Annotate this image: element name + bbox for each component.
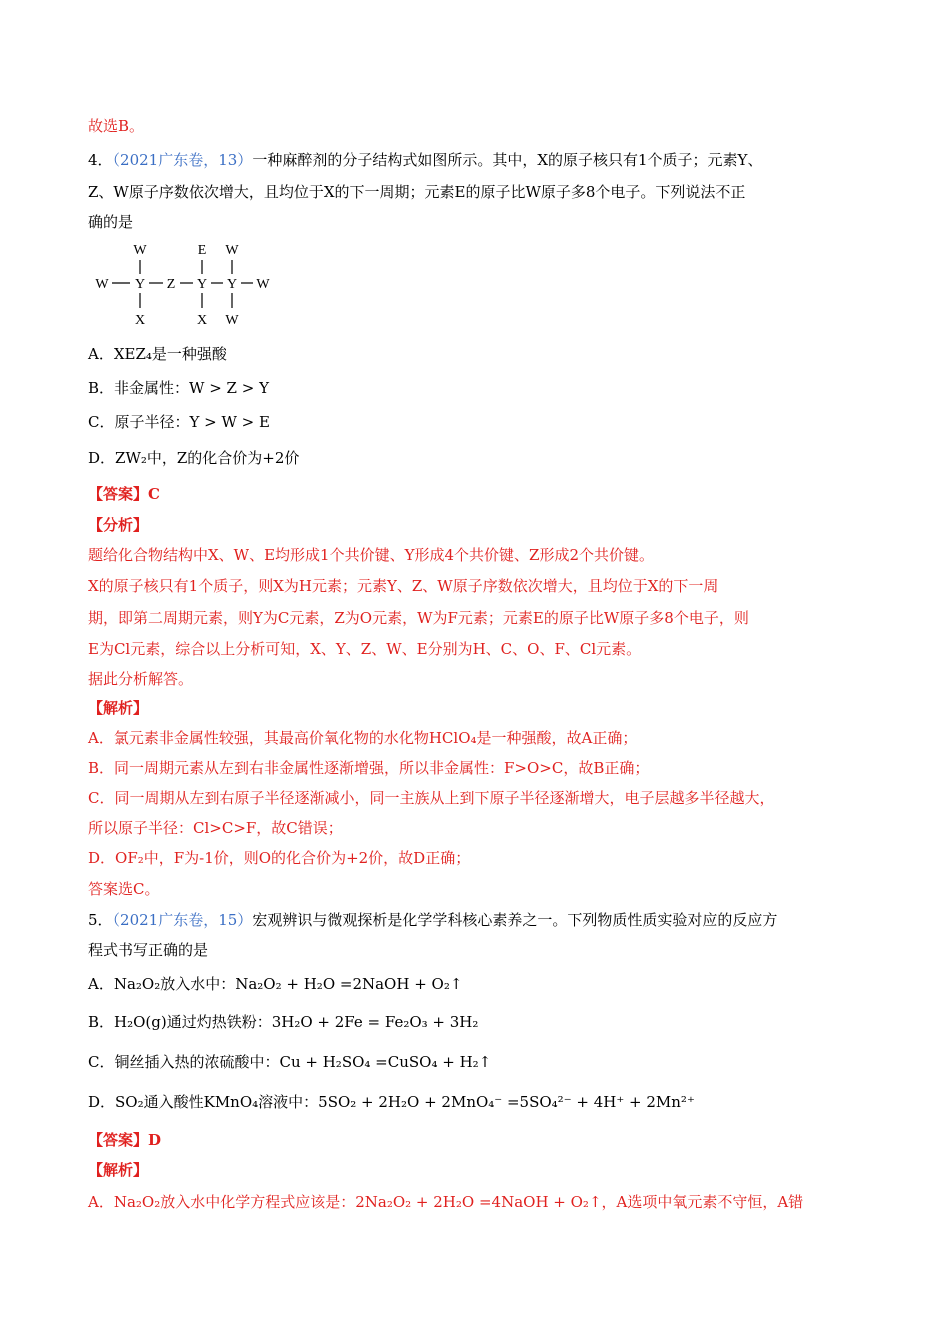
atom-e-top: E — [197, 243, 207, 258]
atom-z: Z — [166, 277, 176, 292]
q4-final-answer: 答案选C。 — [88, 880, 160, 898]
q5-option-d: D．SO₂通入酸性KMnO₄溶液中：5SO₂ + 2H₂O + 2MnO₄⁻ =5SO₄²⁻ + 4H⁺ + 2Mn²⁺ — [88, 1093, 695, 1111]
q4-stem-line3: 确的是 — [88, 213, 134, 231]
q4-analysis-heading: 【分析】 — [88, 516, 149, 534]
q4-explanation-a: A．氯元素非金属性较强，其最高价氧化物的水化物HClO₄是一种强酸，故A正确； — [88, 729, 638, 747]
q4-analysis-line3: 期，即第二周期元素，则Y为C元素，Z为O元素，W为F元素；元素E的原子比W原子多8个电子，则 — [88, 609, 749, 627]
atom-x-bottom1: X — [134, 313, 146, 328]
q5-number: 5． — [88, 911, 113, 929]
atom-w-top1: W — [133, 243, 147, 258]
q4-stem-line1 — [88, 150, 762, 170]
q4-option-a: A．XEZ₄是一种强酸 — [88, 345, 227, 363]
q5-source: （2021广东卷，15） — [112, 911, 253, 929]
atom-w-left: W — [95, 277, 109, 292]
q4-option-d: D．ZW₂中，Z的化合价为+2价 — [88, 449, 300, 467]
q4-stem-text1: 一种麻醉剂的分子结构式如图所示。其中，X的原子核只有1个质子；元素Y、 — [252, 151, 763, 169]
q4-explanation-c1: C．同一周期从左到右原子半径逐渐减小，同一主族从上到下原子半径逐渐增大，电子层越多半径越大， — [88, 789, 775, 807]
q4-answer: 【答案】C — [88, 485, 160, 503]
atom-w-bottom: W — [225, 313, 239, 328]
atom-w-right: W — [256, 277, 270, 292]
q5-explanation-heading: 【解析】 — [88, 1161, 149, 1179]
q5-option-a: A．Na₂O₂放入水中：Na₂O₂ + H₂O =2NaOH + O₂↑ — [88, 975, 463, 993]
q4-option-c: C．原子半径：Y > W > E — [88, 413, 270, 431]
atom-x-bottom2: X — [196, 313, 208, 328]
q4-analysis-line5: 据此分析解答。 — [88, 670, 194, 688]
q5-option-b: B．H₂O(g)通过灼热铁粉：3H₂O + 2Fe = Fe₂O₃ + 3H₂ — [88, 1013, 479, 1031]
q4-source: （2021广东卷，13） — [112, 151, 253, 169]
q4-explanation-b: B．同一周期元素从左到右非金属性逐渐增强，所以非金属性：F>O>C，故B正确； — [88, 759, 650, 777]
atom-y-3: Y — [226, 277, 238, 292]
q4-explanation-c2: 所以原子半径：Cl>C>F，故C错误； — [88, 819, 343, 837]
q4-analysis-line4: E为Cl元素，综合以上分析可知，X、Y、Z、W、E分别为H、C、O、F、Cl元素。 — [88, 640, 642, 658]
molecule-structure-diagram — [92, 238, 282, 330]
q4-stem-line2: Z、W原子序数依次增大，且均位于X的下一周期；元素E的原子比W原子多8个电子。下列说法不正 — [88, 183, 746, 201]
q4-option-b: B．非金属性：W > Z > Y — [88, 379, 269, 397]
atom-y-2: Y — [196, 277, 208, 292]
q5-explanation-a: A．Na₂O₂放入水中化学方程式应该是：2Na₂O₂ + 2H₂O =4NaOH + O₂↑，A选项中氧元素不守恒，A错 — [88, 1193, 804, 1211]
q4-number: 4． — [88, 151, 113, 169]
q4-analysis-line1: 题给化合物结构中X、W、E均形成1个共价键、Y形成4个共价键、Z形成2个共价键。 — [88, 546, 655, 564]
q4-analysis-line2: X的原子核只有1个质子，则X为H元素；元素Y、Z、W原子序数依次增大，且均位于X的下一周 — [88, 577, 719, 595]
atom-w-top2: W — [225, 243, 239, 258]
q5-stem-line1 — [88, 910, 777, 930]
atom-y-1: Y — [134, 277, 146, 292]
q5-option-c: C．铜丝插入热的浓硫酸中：Cu + H₂SO₄ =CuSO₄ + H₂↑ — [88, 1053, 492, 1071]
q4-explanation-heading: 【解析】 — [88, 699, 149, 717]
q5-stem-line2: 程式书写正确的是 — [88, 941, 209, 959]
q4-explanation-d: D．OF₂中，F为-1价，则O的化合价为+2价，故D正确； — [88, 849, 471, 867]
q5-answer: 【答案】D — [88, 1131, 162, 1149]
q5-stem-text1: 宏观辨识与微观探析是化学学科核心素养之一。下列物质性质实验对应的反应方 — [252, 911, 778, 929]
q3-conclusion: 故选B。 — [88, 117, 145, 135]
